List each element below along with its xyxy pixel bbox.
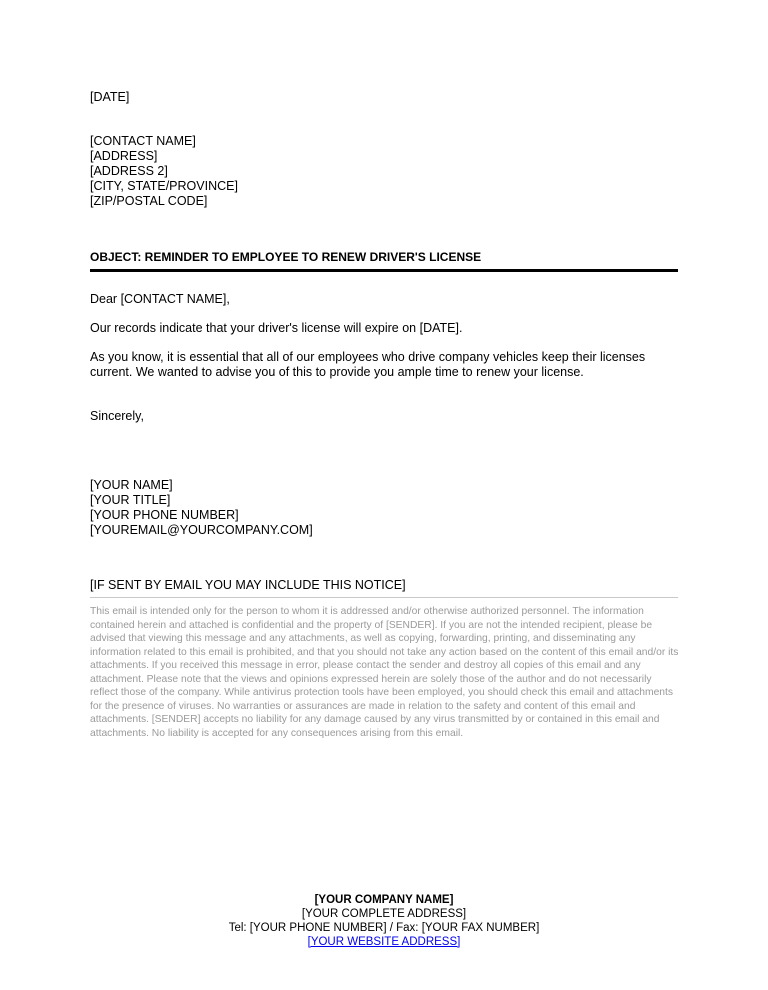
recipient-contact-name: [CONTACT NAME]: [90, 134, 196, 148]
email-disclaimer: This email is intended only for the person to whom it is addressed and/or otherwise authorized personnel. The information contained herein and attached is confidential and the property of [SENDER]. If you are not the intended recipient, please be advised that viewing this message and any attachments, as well as copying, forwarding, printing, and disseminating any information related to this email is prohibited, and that you should not take any action based on the content of this email and/or its attachments. If you received this message in error, please contact the sender and destroy all copies of this email and any attachment. Please note that the views and opinions expressed herein are solely those of the author and do not necessarily reflect those of the company. While antivirus protection tools have been employed, you should check this email and attachments for the presence of viruses. No warranties or assurances are made in relation to the safety and content of this email and attachments. [SENDER] accepts no liability for any damage caused by any virus transmitted by or contained in this email and attachments. No liability is accepted for any consequences arising from this email.: [90, 606, 679, 739]
letter-date: [DATE]: [90, 90, 130, 104]
recipient-city-state: [CITY, STATE/PROVINCE]: [90, 179, 238, 193]
signature-phone: [YOUR PHONE NUMBER]: [90, 508, 239, 522]
subject-line: OBJECT: REMINDER TO EMPLOYEE TO RENEW DRIVER'S LICENSE: [90, 250, 678, 272]
body-paragraph-2: As you know, it is essential that all of our employees who drive company vehicles keep their licenses current. We wanted to advise you of this to provide you ample time to renew your license.: [90, 350, 646, 379]
footer-address: [YOUR COMPLETE ADDRESS]: [301, 908, 467, 920]
signature-email: [YOUREMAIL@YOURCOMPANY.COM]: [90, 523, 313, 537]
recipient-address: [ADDRESS]: [90, 149, 158, 163]
signature-name: [YOUR NAME]: [90, 478, 173, 492]
salutation: Dear [CONTACT NAME],: [90, 292, 230, 306]
footer-contact: Tel: [YOUR PHONE NUMBER] / Fax: [YOUR FAX NUMBER]: [228, 922, 540, 934]
footer-company-name: [YOUR COMPANY NAME]: [314, 894, 454, 906]
recipient-zip: [ZIP/POSTAL CODE]: [90, 194, 208, 208]
signature-title: [YOUR TITLE]: [90, 493, 171, 507]
company-footer: [0, 893, 768, 949]
footer-website-link[interactable]: [YOUR WEBSITE ADDRESS]: [307, 936, 461, 948]
closing: Sincerely,: [90, 409, 144, 423]
recipient-address-2: [ADDRESS 2]: [90, 164, 168, 178]
signature-block: [90, 478, 680, 538]
body-paragraph-1: Our records indicate that your driver's license will expire on [DATE].: [90, 321, 463, 335]
recipient-address-block: [90, 134, 680, 209]
notice-heading: [IF SENT BY EMAIL YOU MAY INCLUDE THIS NOTICE]: [90, 578, 678, 598]
